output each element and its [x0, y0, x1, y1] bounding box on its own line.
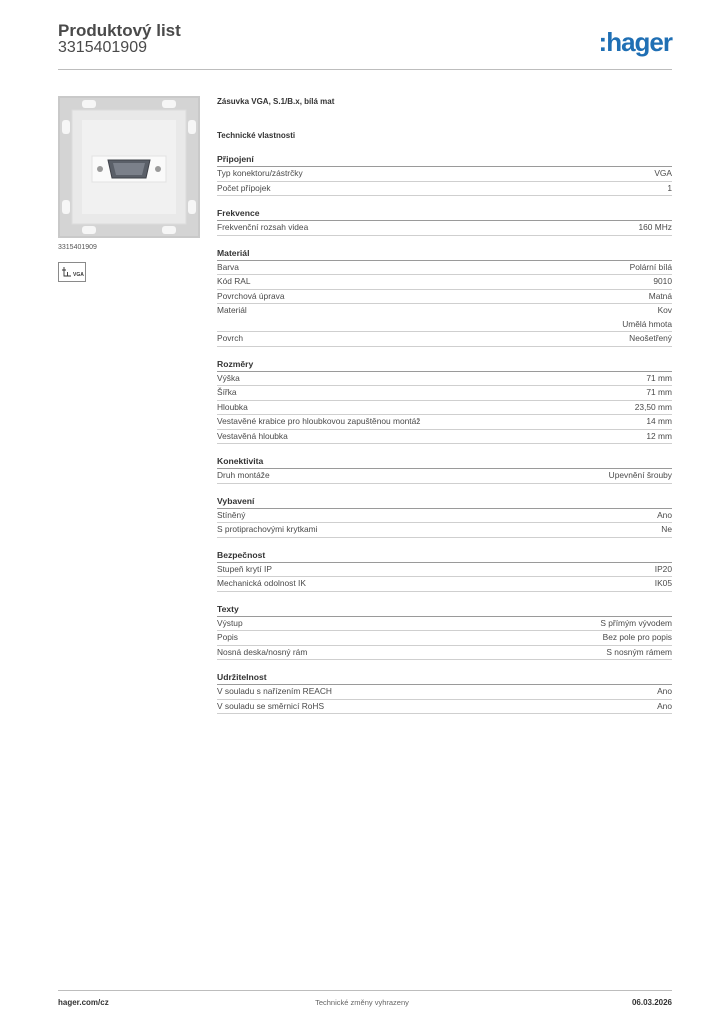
spec-value-line: IK05: [654, 578, 672, 588]
section-title: Konektivita: [217, 456, 672, 469]
section-title: Bezpečnost: [217, 550, 672, 563]
product-name: Zásuvka VGA, S.1/B.x, bílá mat: [217, 97, 335, 106]
page-title: Produktový list: [58, 21, 181, 40]
spec-value-line: 71 mm: [646, 387, 672, 397]
spec-row: [217, 386, 672, 401]
spec-row: [217, 523, 672, 538]
spec-label: Popis: [217, 632, 238, 642]
spec-value-line: 14 mm: [646, 416, 672, 426]
spec-value: [606, 646, 672, 660]
spec-value: [630, 261, 672, 275]
spec-value: [635, 401, 672, 415]
spec-label: Hloubka: [217, 401, 248, 412]
spec-value-line: S přímým vývodem: [600, 617, 672, 628]
footer-rule: [58, 990, 672, 991]
spec-value-line: 71 mm: [646, 372, 672, 383]
spec-row: [217, 577, 672, 592]
spec-section: [217, 496, 672, 538]
product-number: 3315401909: [58, 39, 147, 56]
spec-row: [217, 631, 672, 646]
spec-row: [217, 415, 672, 430]
spec-value: [654, 167, 672, 181]
spec-value: [646, 430, 672, 444]
spec-label: S protiprachovými krytkami: [217, 524, 318, 534]
spec-value: [609, 469, 672, 483]
spec-label: Výstup: [217, 617, 243, 628]
spec-row: [217, 646, 672, 661]
spec-row: [217, 167, 672, 182]
header-rule: [58, 69, 672, 70]
spec-value-line: Kov: [657, 305, 672, 315]
spec-label: Typ konektoru/zástrčky: [217, 168, 303, 178]
spec-section: [217, 248, 672, 347]
spec-value: [646, 372, 672, 386]
spec-value-line: Neošetřený: [629, 333, 672, 343]
spec-value-line: IP20: [654, 563, 672, 574]
spec-value-line: Umělá hmota: [622, 318, 672, 329]
spec-row: [217, 182, 672, 197]
footer-date: 06.03.2026: [631, 998, 672, 1007]
section-title: Vybavení: [217, 496, 672, 509]
hager-logo: :hager: [598, 27, 672, 57]
spec-value: [655, 563, 672, 577]
spec-value-line: Polární bílá: [629, 261, 672, 272]
spec-label: Povrchová úprava: [217, 290, 285, 301]
spec-value-line: Bez pole pro popis: [602, 632, 672, 642]
spec-value-line: Ano: [657, 509, 672, 520]
spec-row: [217, 261, 672, 276]
spec-label: Vestavěné krabice pro hloubkovou zapuštěnou montáž: [217, 416, 421, 426]
spec-value: [600, 617, 672, 631]
spec-row: [217, 700, 672, 715]
spec-value: [646, 415, 672, 429]
spec-value: [649, 290, 672, 304]
spec-section: [217, 604, 672, 661]
spec-label: Stíněný: [217, 509, 246, 520]
spec-label: Stupeň krytí IP: [217, 563, 272, 574]
spec-label: Počet přípojek: [217, 182, 271, 193]
spec-value: [657, 509, 672, 523]
spec-value-line: Ano: [657, 700, 672, 711]
section-title: Rozměry: [217, 359, 672, 372]
spec-value-line: Ne: [661, 524, 672, 534]
spec-section: [217, 456, 672, 484]
spec-label: Frekvenční rozsah videa: [217, 222, 309, 232]
spec-section: [217, 550, 672, 592]
spec-value: [638, 221, 672, 235]
spec-row: [217, 469, 672, 484]
spec-value-line: Ano: [657, 686, 672, 696]
spec-value: [667, 182, 672, 196]
spec-value: [657, 700, 672, 714]
spec-value-line: 160 MHz: [638, 222, 672, 232]
spec-value: [646, 386, 672, 400]
spec-value-line: 23,50 mm: [634, 401, 672, 412]
spec-row: [217, 685, 672, 700]
spec-row: [217, 221, 672, 236]
spec-heading: Technické vlastnosti: [217, 131, 296, 140]
vga-symbol-label: VGA: [73, 272, 84, 278]
section-title: Texty: [217, 604, 672, 617]
spec-label: Vestavěná hloubka: [217, 430, 288, 441]
spec-value-line: VGA: [654, 168, 672, 178]
spec-value: [622, 304, 672, 331]
section-title: Připojení: [217, 154, 672, 167]
spec-value-line: 9010: [653, 276, 672, 286]
product-image: [58, 96, 200, 238]
spec-row: [217, 372, 672, 387]
spec-label: Druh montáže: [217, 470, 270, 480]
spec-label: Nosná deska/nosný rám: [217, 646, 308, 657]
spec-value: [653, 275, 672, 289]
spec-row: [217, 509, 672, 524]
spec-label: V souladu s nařízením REACH: [217, 686, 332, 696]
spec-value: [629, 332, 672, 346]
spec-value: [661, 523, 672, 537]
spec-label: Materiál: [217, 305, 247, 315]
section-title: Materiál: [217, 248, 672, 261]
spec-row: [217, 304, 672, 332]
spec-section: [217, 208, 672, 236]
spec-section: [217, 154, 672, 196]
spec-content: [217, 96, 672, 714]
spec-label: V souladu se směrnicí RoHS: [217, 700, 325, 711]
spec-value: [603, 631, 672, 645]
spec-row: [217, 563, 672, 578]
spec-row: [217, 401, 672, 416]
section-title: Frekvence: [217, 208, 672, 221]
spec-label: Výška: [217, 372, 240, 383]
spec-label: Kód RAL: [217, 276, 251, 286]
spec-value: [657, 685, 672, 699]
vga-symbol: [58, 262, 86, 282]
spec-label: Mechanická odolnost IK: [217, 578, 306, 588]
spec-value-line: 1: [667, 182, 672, 193]
spec-value-line: Upevnění šrouby: [608, 470, 672, 480]
spec-label: Barva: [217, 261, 239, 272]
spec-row: [217, 430, 672, 445]
spec-row: [217, 275, 672, 290]
spec-row: [217, 617, 672, 632]
spec-section: [217, 672, 672, 714]
spec-row: [217, 290, 672, 305]
spec-section: [217, 359, 672, 445]
footer-website: hager.com/cz: [58, 998, 109, 1007]
spec-value-line: Matná: [648, 290, 672, 301]
spec-row: [217, 332, 672, 347]
footer-note: Technické změny vyhrazeny: [315, 998, 409, 1007]
section-title: Udržitelnost: [217, 672, 672, 685]
spec-value-line: 12 mm: [646, 430, 672, 441]
image-caption: 3315401909: [58, 244, 97, 251]
spec-value: [655, 577, 672, 591]
spec-value-line: S nosným rámem: [606, 646, 672, 657]
spec-label: Povrch: [217, 333, 244, 343]
spec-sections: [217, 154, 672, 714]
spec-label: Šířka: [217, 387, 237, 397]
